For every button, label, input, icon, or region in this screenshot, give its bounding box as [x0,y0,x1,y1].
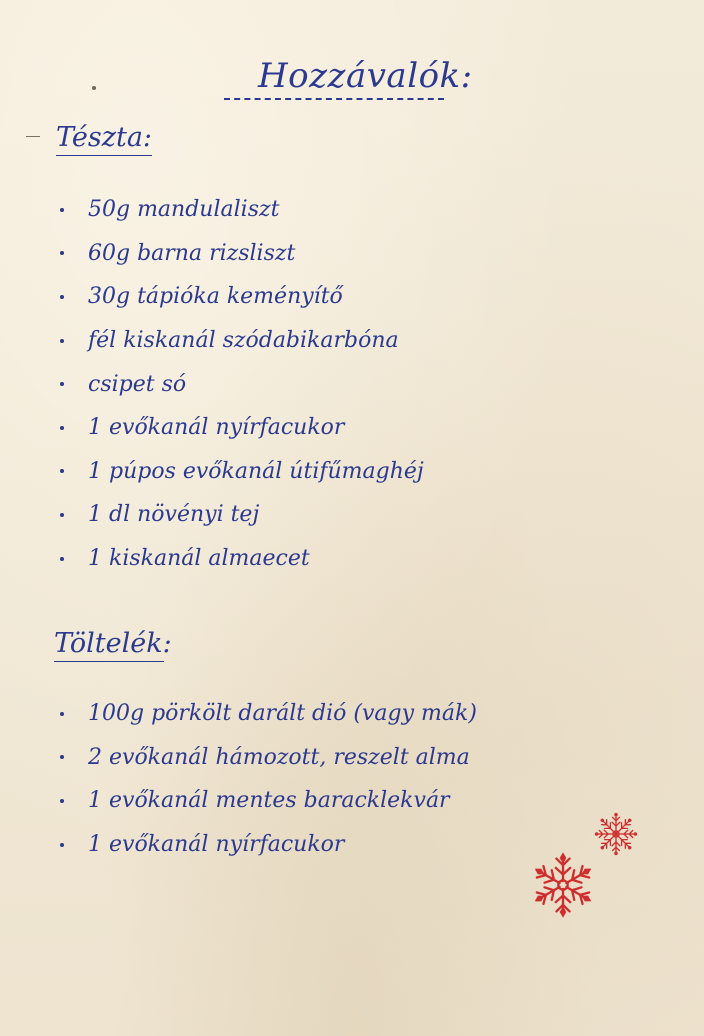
bullet-dot [60,513,64,517]
filling-ingredient-list [60,692,620,866]
section-heading-dough [56,122,152,153]
snowflake-icon [594,812,638,856]
ingredient-text: 50g mandulaliszt [88,197,280,223]
bullet-dot [60,382,64,386]
list-item [60,275,620,319]
list-item [60,188,620,232]
bullet-dot [60,557,64,561]
bullet-dot [60,426,64,430]
bullet-dot [60,799,64,803]
title-dashed-underline [224,98,444,100]
section-heading-filling [54,628,172,659]
bullet-dot [60,843,64,847]
ingredient-text: 1 evőkanál mentes baracklekvár [88,788,450,814]
list-item [60,779,620,823]
dough-ingredient-list [60,188,620,580]
ingredient-text: 30g tápióka keményítő [88,284,343,310]
list-item [60,493,620,537]
list-item [60,736,620,780]
ingredient-text: 100g pörkölt darált dió (vagy mák) [88,701,477,727]
ingredient-text: 1 evőkanál nyírfacukor [88,832,345,858]
list-item [60,232,620,276]
ingredient-text: 1 evőkanál nyírfacukor [88,415,345,441]
list-item [60,319,620,363]
heading-underline [56,155,152,156]
bullet-dot [60,469,64,473]
ingredient-text: 1 kiskanál almaecet [88,546,310,572]
ingredient-text: 1 púpos evőkanál útifűmaghéj [88,458,424,484]
bullet-dot [60,251,64,255]
list-item [60,692,620,736]
section-heading-label: Töltelék: [54,628,172,659]
list-item [60,450,620,494]
ingredient-text: csipet só [88,371,187,397]
bullet-dot [60,755,64,759]
bullet-dot [60,295,64,299]
heading-underline [54,661,164,662]
ingredients-title-block [224,52,473,108]
ingredient-text: 2 evőkanál hámozott, reszelt alma [88,744,470,770]
list-item [60,406,620,450]
section-heading-label: Tészta: [56,122,153,153]
ingredient-text: 1 dl növényi tej [88,502,260,528]
snowflake-icon [530,852,596,918]
page-title: Hozzávalók: [258,56,473,96]
bullet-dot [60,339,64,343]
list-item [60,537,620,581]
ingredient-text: 60g barna rizsliszt [88,240,296,266]
list-item [60,362,620,406]
bullet-dot [60,712,64,716]
paper-speck [92,86,96,90]
margin-mark [26,136,40,137]
ingredient-text: fél kiskanál szódabikarbóna [88,328,399,354]
bullet-dot [60,208,64,212]
